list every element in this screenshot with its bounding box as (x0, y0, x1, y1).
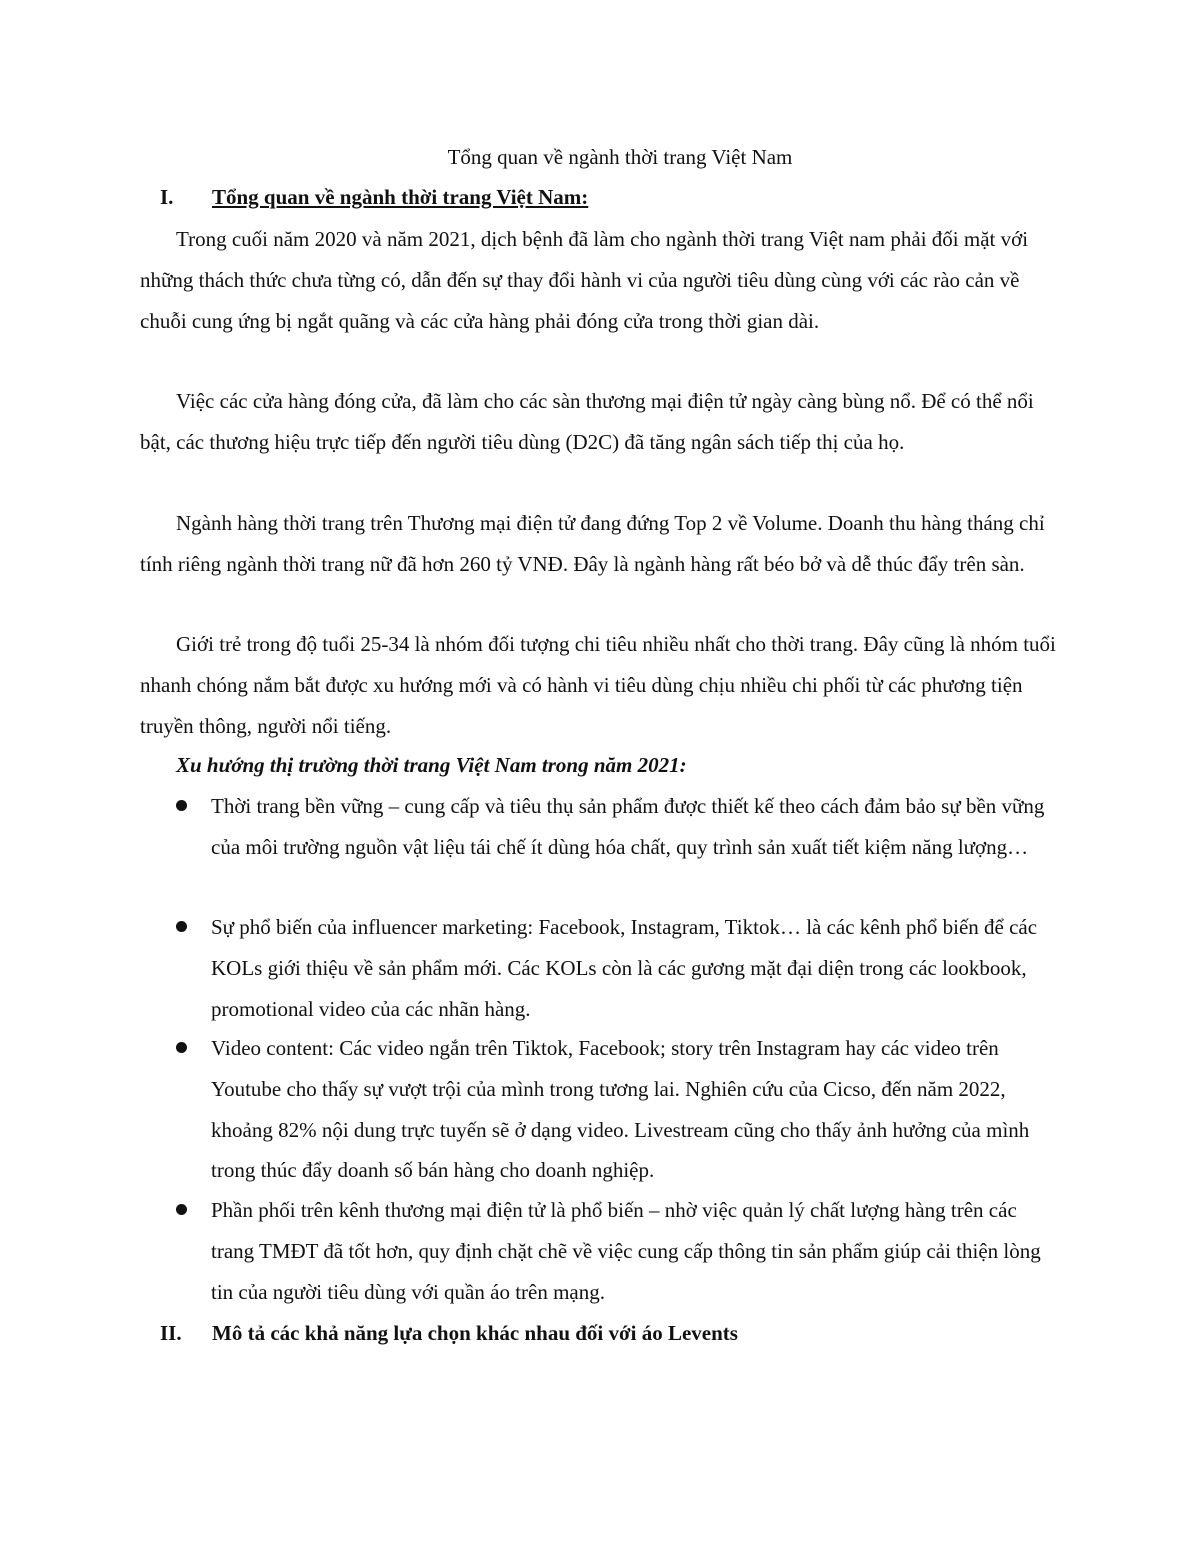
list-item-text: Sự phổ biến của influencer marketing: Facebook, Instagram, Tiktok… là các kênh phổ biến để các KOLs giới thiệu về sản phẩm mới. Các KOLs còn là các gương mặt đại diện trong các lookbook, promotional video của các nhãn hàng. (211, 915, 1038, 1021)
paragraph-text: Giới trẻ trong độ tuổi 25-34 là nhóm đối tượng chi tiêu nhiều nhất cho thời trang. Đây cũng là nhóm tuổi nhanh chóng nắm bắt được xu hướng mới và có hành vi tiêu dùng chịu nhiều chi phối từ các phương tiện truyền thông, người nổi tiếng. (140, 632, 1056, 738)
paragraph-1 (140, 219, 1062, 341)
list-item-text: Phần phối trên kênh thương mại điện tử là phổ biến – nhờ việc quản lý chất lượng hàng trên các trang TMĐT đã tốt hơn, quy định chặt chẽ về việc cung cấp thông tin sản phẩm giúp cải thiện lòng tin của người tiêu dùng với quần áo trên mạng. (211, 1198, 1041, 1304)
section-1-title: Tổng quan về ngành thời trang Việt Nam: (212, 185, 589, 209)
list-item-text: Video content: Các video ngắn trên Tiktok, Facebook; story trên Instagram hay các video trên Youtube cho thấy sự vượt trội của mình trong tương lai. Nghiên cứu của Cicso, đến năm 2022, khoảng 82% nội dung trực tuyến sẽ ở dạng video. Livestream cũng cho thấy ảnh hưởng của mình trong thúc đẩy doanh số bán hàng cho doanh nghiệp. (211, 1036, 1030, 1183)
bullet-icon (176, 921, 187, 932)
paragraph-2 (140, 381, 1062, 463)
section-2-heading (160, 1318, 738, 1348)
section-2-number: II. (160, 1321, 182, 1345)
paragraph-4 (140, 624, 1062, 746)
section-2-title: Mô tả các khả năng lựa chọn khác nhau đối với áo Levents (212, 1321, 738, 1345)
section-1-heading (160, 182, 588, 212)
list-item-text: Thời trang bền vững – cung cấp và tiêu thụ sản phẩm được thiết kế theo cách đảm bảo sự bền vững của môi trường nguồn vật liệu tái chế ít dùng hóa chất, quy trình sản xuất tiết kiệm năng lượng… (211, 794, 1045, 859)
document-title: Tổng quan về ngành thời trang Việt Nam (447, 145, 793, 169)
bullet-icon (176, 1204, 187, 1215)
paragraph-text: Việc các cửa hàng đóng cửa, đã làm cho các sàn thương mại điện tử ngày càng bùng nổ. Để có thể nổi bật, các thương hiệu trực tiếp đến người tiêu dùng (D2C) đã tăng ngân sách tiếp thị của họ. (140, 389, 1034, 454)
paragraph-text: Ngành hàng thời trang trên Thương mại điện tử đang đứng Top 2 về Volume. Doanh thu hàng tháng chỉ tính riêng ngành thời trang nữ đã hơn 260 tỷ VNĐ. Đây là ngành hàng rất béo bở và dễ thúc đẩy trên sàn. (140, 511, 1045, 576)
bullet-icon (176, 800, 187, 811)
trends-heading: Xu hướng thị trường thời trang Việt Nam trong năm 2021: (176, 753, 687, 777)
paragraph-text: Trong cuối năm 2020 và năm 2021, dịch bệnh đã làm cho ngành thời trang Việt nam phải đối mặt với những thách thức chưa từng có, dẫn đến sự thay đổi hành vi của người tiêu dùng cùng với các rào cản về chuỗi cung ứng bị ngắt quãng và các cửa hàng phải đóng cửa trong thời gian dài. (140, 227, 1029, 333)
section-1-number: I. (160, 185, 174, 209)
bullet-icon (176, 1042, 187, 1053)
paragraph-3 (140, 503, 1062, 585)
